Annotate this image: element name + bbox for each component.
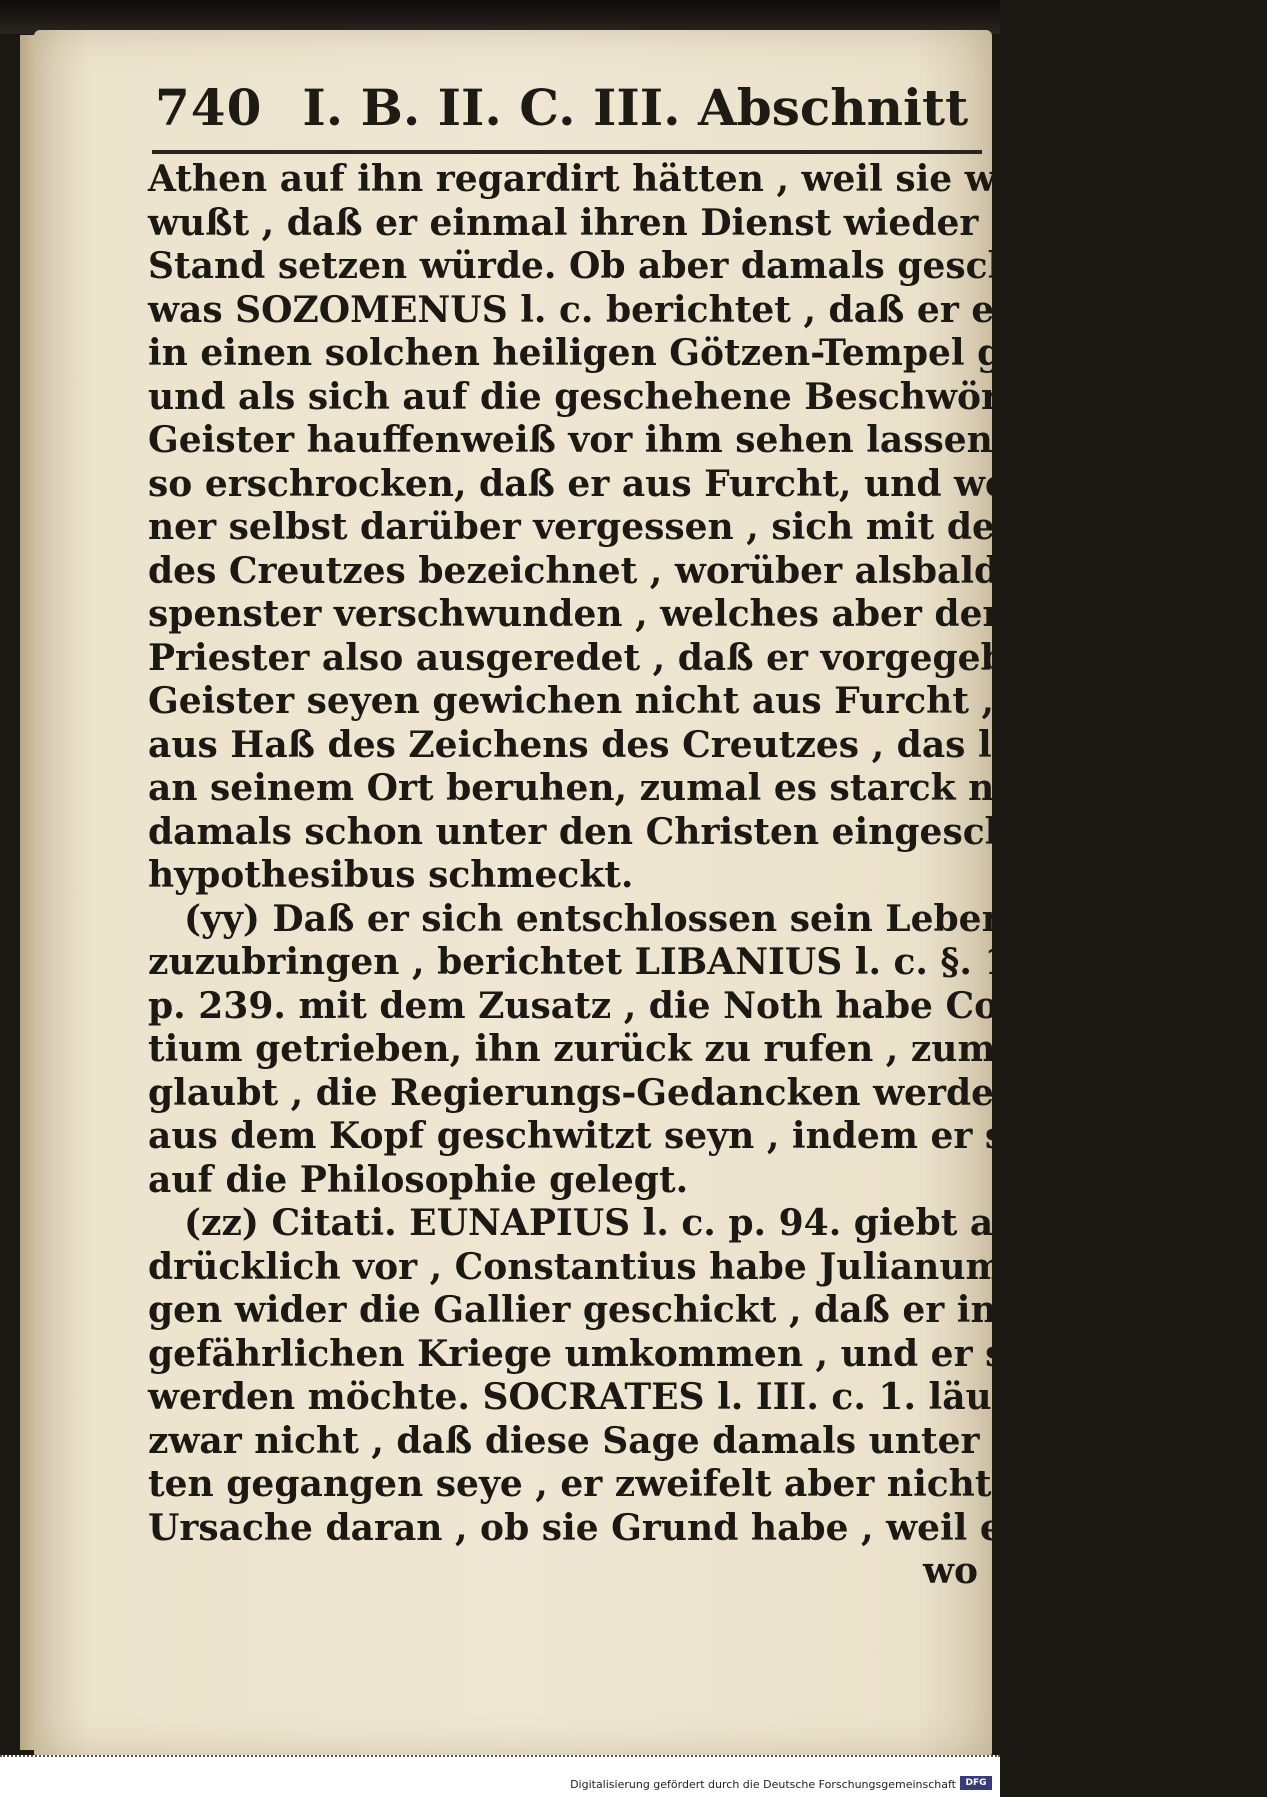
text-line: Ursache daran , ob sie Grund habe , weil er ihm, — [148, 1506, 1125, 1549]
text-line: zwar nicht , daß diese Sage damals unter den Leu- — [148, 1419, 1169, 1462]
text-line: zuzubringen , berichtet LIBANIUS l. c. §. 15. — [148, 941, 1048, 983]
text-line: wußt , daß er einmal ihren Dienst wieder in den — [148, 201, 1118, 244]
text-line: und als sich auf die geschehene Beschwörung die — [148, 375, 1152, 418]
text-line: in einen solchen heiligen Götzen-Tempel gekommen, — [148, 332, 1212, 374]
text-line: so erschrocken, daß er aus Furcht, und weil er sei- — [148, 462, 1174, 505]
text-line: Geister hauffenweiß vor ihm sehen lassen , darüber — [148, 419, 1192, 461]
text-line: Priester also ausgeredet , daß er vorgegeben , die — [148, 636, 1155, 679]
text-line: auf die Philosophie gelegt. — [148, 1158, 689, 1201]
scan-background-top — [0, 0, 1000, 34]
text-line: ten gegangen seye , er zweifelt aber nicht ohne — [148, 1463, 1104, 1505]
text-line: spenster verschwunden , welches aber der Ober- — [148, 593, 1128, 635]
text-line: ner selbst darüber vergessen , sich mit dem Zeichen — [148, 506, 1206, 548]
footnote-zz-start: (zz) Citati. EUNAPIUS l. c. p. 94. giebt aus- — [184, 1202, 1055, 1244]
text-line: Athen auf ihn regardirt hätten , weil sie wohl ge- — [148, 158, 1136, 200]
text-line: tium getrieben, ihn zurück zu rufen , zumal er ge- — [148, 1028, 1163, 1070]
page-header — [155, 78, 980, 148]
text-line: Geister seyen gewichen nicht aus Furcht , sondern — [148, 680, 1171, 722]
header-rule — [152, 150, 982, 154]
digitization-credit: Digitalisierung gefördert durch die Deutsche Forschungsgemeinschaft — [570, 1778, 956, 1791]
text-line: was SOZOMENUS l. c. berichtet , daß er einsmals — [148, 288, 1150, 331]
footnote-yy-start: (yy) Daß er sich entschlossen sein Leben zu Athen — [184, 897, 1199, 940]
dfg-logo: DFG — [960, 1776, 992, 1790]
body-text — [148, 158, 1267, 1594]
text-line: an seinem Ort beruhen, zumal es starck nach denen — [148, 767, 1202, 809]
text-line: damals schon unter den Christen eingeschlichenen — [148, 810, 1185, 853]
text-line: gen wider die Gallier geschickt , daß er in diesem — [148, 1289, 1153, 1331]
text-line: p. 239. mit dem Zusatz , die Noth habe Constan- — [148, 984, 1126, 1027]
text-line: hypothesibus schmeckt. — [148, 854, 634, 896]
text-line: des Creutzes bezeichnet , worüber alsbald alle Ge- — [148, 549, 1167, 592]
text-line: aus dem Kopf geschwitzt seyn , indem er sich gäntzlich — [148, 1115, 1267, 1157]
text-line: drücklich vor , Constantius habe Julianum deswe- — [148, 1245, 1154, 1288]
text-line: glaubt , die Regierungs-Gedancken werden ihm — [148, 1071, 1111, 1114]
text-line: gefährlichen Kriege umkommen , und er seiner loß — [148, 1332, 1188, 1375]
text-line: werden möchte. SOCRATES l. III. c. 1. läugnet — [148, 1376, 1083, 1418]
running-head: I. B. II. C. III. Abschnitt — [302, 78, 969, 137]
page-number: 740 — [155, 78, 263, 137]
text-line: aus Haß des Zeichens des Creutzes , das läßt man — [148, 723, 1160, 766]
text-line: Stand setzen würde. Ob aber damals geschehen, — [148, 245, 1125, 287]
catchword: wo — [922, 1550, 978, 1592]
